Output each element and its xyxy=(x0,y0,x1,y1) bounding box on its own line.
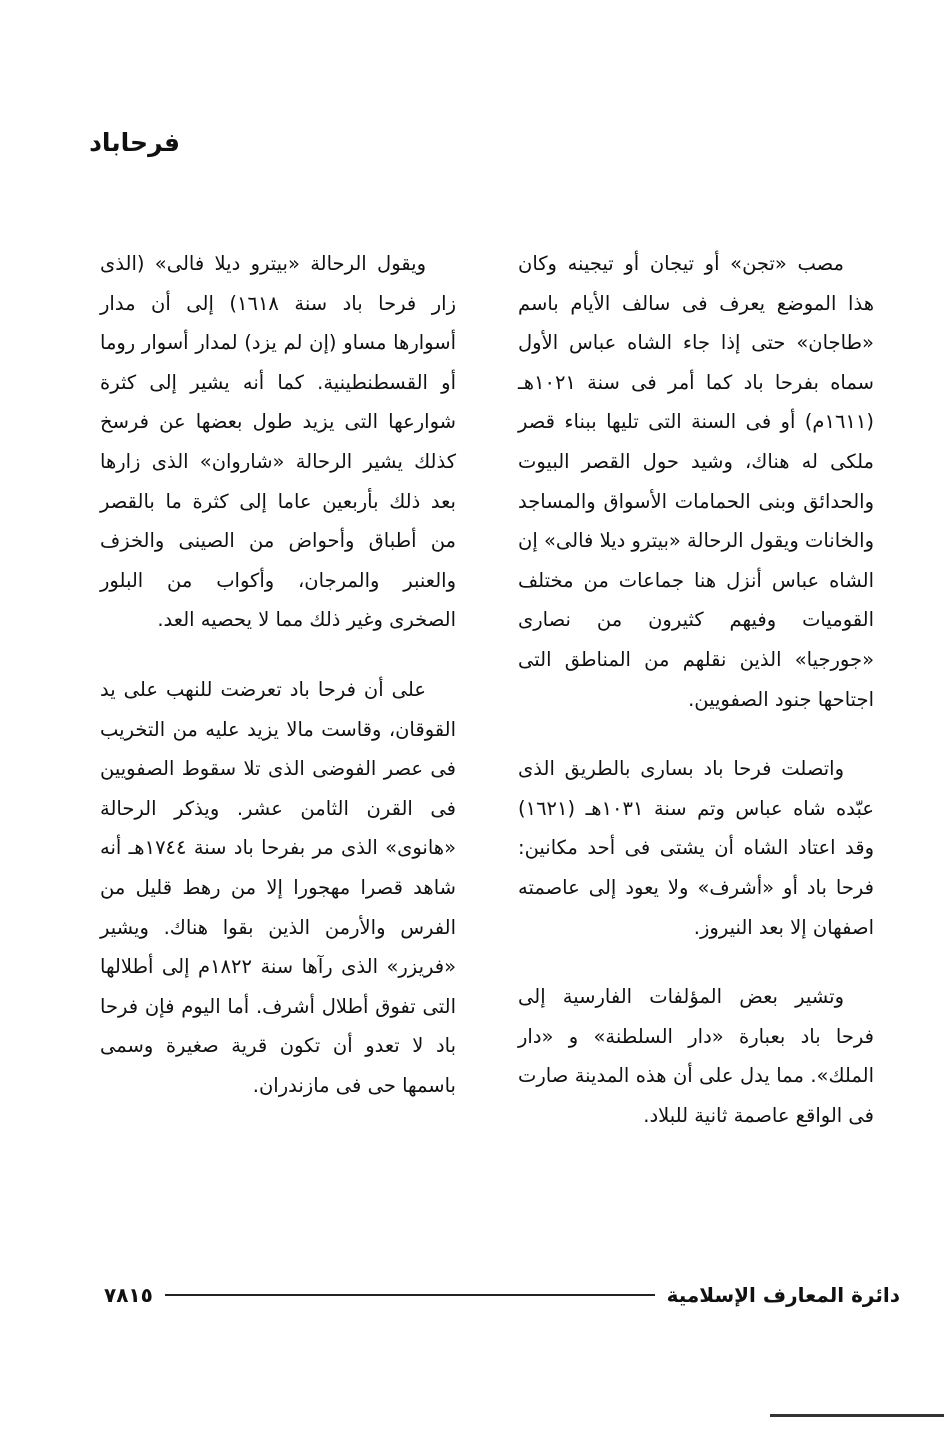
footer-rule xyxy=(165,1294,655,1296)
paragraph: مصب «تجن» أو تيجان أو تيجينه وكان هذا الموضع يعرف فى سالف الأيام باسم «طاجان» حتى إذا جاء الشاه عباس الأول سماه بفرحا باد كما أمر فى سنة ١٠٢١هـ (١٦١١م) أو فى السنة التى تليها ببناء قصر ملكى له هناك، وشيد حول القصر البيوت والحدائق وبنى الحمامات الأسواق والمساجد والخانات ويقول الرحالة «بيترو ديلا فالى» إن الشاه عباس أنزل هنا جماعات من مختلف القوميات وفيهم كثيرون من نصارى «جورجيا» الذين نقلهم من المناطق التى اجتاحها جنود الصفويين. xyxy=(518,252,874,711)
bottom-edge-line xyxy=(770,1414,944,1417)
page-footer xyxy=(104,1278,900,1312)
series-title: دائرة المعارف الإسلامية xyxy=(666,1283,900,1307)
right-column xyxy=(518,244,874,1135)
paragraph: واتصلت فرحا باد بسارى بالطريق الذى عبّده شاه عباس وتم سنة ١٠٣١هـ (١٦٢١) وقد اعتاد الشاه أن يشتى فى أحد مكانين: فرحا باد أو «أشرف» ولا يعود إلى عاصمته اصفهان إلا بعد النيروز. xyxy=(518,757,874,939)
paragraph: على أن فرحا باد تعرضت للنهب على يد القوقان، وقاست مالا يزيد عليه من التخريب فى عصر الفوضى الذى تلا سقوط الصفويين فى القرن الثامن عشر. ويذكر الرحالة «هانوى» الذى مر بفرحا باد سنة ١٧٤٤هـ أنه شاهد قصرا مهجورا إلا من رهط قليل من الفرس والأرمن الذين بقوا هناك. ويشير «فريزر» الذى رآها سنة ١٨٢٢م إلى أطلالها التى تفوق أطلال أشرف. أما اليوم فإن فرحا باد لا تعدو أن تكون قرية صغيرة وسمى باسمها حى فى مازندران. xyxy=(100,677,457,1097)
paragraph: وتشير بعض المؤلفات الفارسية إلى فرحا باد بعبارة «دار السلطنة» و «دار الملك». مما يدل على أن هذه المدينة صارت فى الواقع عاصمة ثانية للبلاد. xyxy=(518,985,874,1127)
paragraph: ويقول الرحالة «بيترو ديلا فالى» (الذى زار فرحا باد سنة ١٦١٨) إلى أن مدار أسوارها مساو (إن لم يزد) لمدار أسوار روما أو القسطنطينية. كما أنه يشير إلى كثرة شوارعها التى يزيد طول بعضها عن فرسخ كذلك يشير الرحالة «شاروان» الذى زارها بعد ذلك بأربعين عاما إلى كثرة ما بالقصر من أطباق وأحواض من الصينى والخزف والعنبر والمرجان، وأكواب من البلور الصخرى وغير ذلك مما لا يحصيه العد. xyxy=(100,252,456,632)
page-number: ٧٨١٥ xyxy=(104,1283,153,1307)
page-title: فرحاباد xyxy=(89,128,180,157)
left-column xyxy=(100,244,456,1105)
